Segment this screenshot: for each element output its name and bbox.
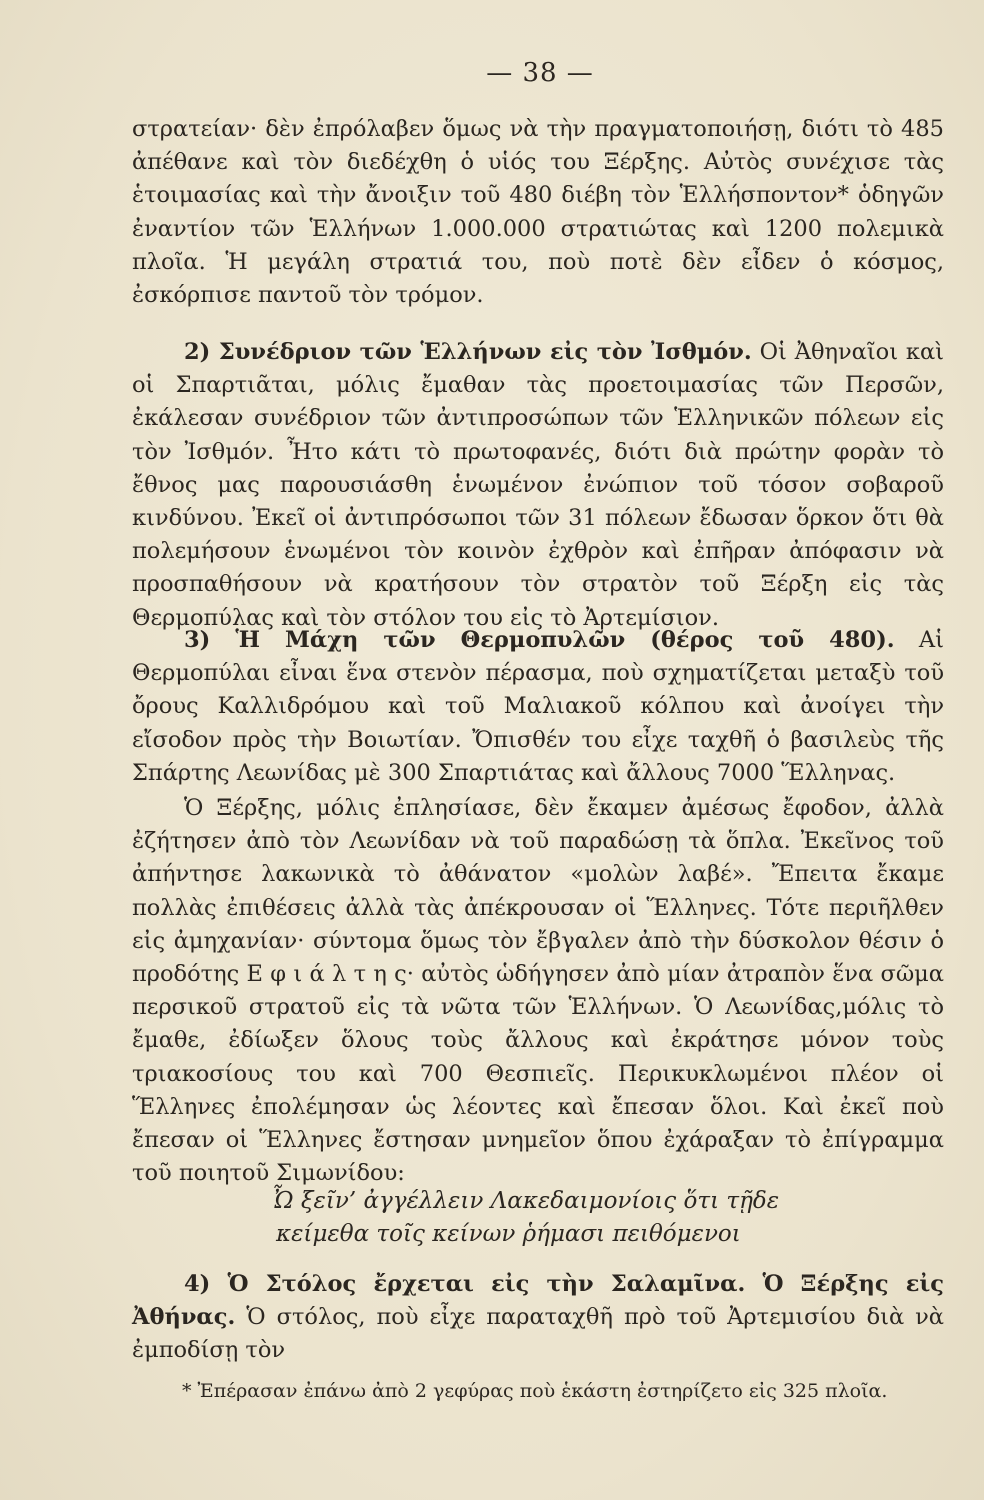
paragraph-text-continued: αὐτὸς ὡδήγησεν ἀπὸ μίαν ἀτραπὸν ἕνα σῶμα περσικοῦ στρατοῦ εἰς τὰ νῶτα τῶν Ἑλλήνων. Ὁ Λεωνίδας,μόλις τὸ ἔμαθε, ἐδίωξεν ὅλους τοὺς ἄλλους καὶ ἐκράτησε μόνον τοὺς τριακοσίους του καὶ 700 Θεσπιεῖς. Περικυκλωμένοι πλέον οἱ Ἕλληνες ἐπολέμησαν ὡς λέοντες καὶ ἔπεσαν ὅλοι. Καὶ ἐκεῖ ποὺ ἔπεσαν οἱ Ἕλληνες ἔστησαν μνημεῖον ὅπου ἐχάραξαν τὸ ἐπίγραμμα τοῦ ποιητοῦ Σιμωνίδου: [132,961,945,1187]
paragraph-text: Ὁ στόλος, ποὺ εἶχε παραταχθῆ πρὸ τοῦ Ἀρτεμισίου διὰ νὰ ἐμποδίσῃ τὸν [132,1304,944,1364]
paragraph-text: στρατείαν· δὲν ἐπρόλαβεν ὅμως νὰ τὴν πραγματοποιήσῃ, διότι τὸ 485 ἀπέθανε καὶ τὸν διεδέχθη ὁ υἱός του Ξέρξης. Αὐτὸς συνέχισε τὰς ἑτοιμασίας καὶ τὴν ἄνοιξιν τοῦ 480 διέβη τὸν Ἑλλήσποντον* ὁδηγῶν ἐναντίον τῶν Ἑλλήνων 1.000.000 στρατιώτας καὶ 1200 πολεμικὰ πλοῖα. Ἡ μεγάλη στρατιά του, ποὺ ποτὲ δὲν εἶδεν ὁ κόσμος, ἐσκόρπισε παντοῦ τὸν τρόμον. [132,116,944,309]
paragraph-campaign [132,113,944,312]
paragraph-text: Ὁ Ξέρξης, μόλις ἐπλησίασε, δὲν ἔκαμεν ἀμέσως ἔφοδον, ἀλλὰ ἐζήτησεν ἀπὸ τὸν Λεωνίδαν νὰ τοῦ παραδώσῃ τὰ ὅπλα. Ἐκεῖνος τοῦ ἀπήντησε λακωνικὰ τὸ ἀθάνατον «μολὼν λαβέ». Ἔπειτα ἔκαμε πολλὰς ἐπιθέσεις ἀλλὰ τὰς ἀπέκρουσαν οἱ Ἕλληνες. Τότε περιῆλθεν εἰς ἀμηχανίαν· σύντομα ὅμως τὸν ἔβγαλεν ἀπὸ τὴν δύσκολον θέσιν ὁ προδότης [132,795,944,988]
footnote: * Ἐπέρασαν ἐπάνω ἀπὸ 2 γεφύρας ποὺ ἑκάστη ἐστηρίζετο εἰς 325 πλοῖα. [182,1380,888,1402]
section-heading-2: 2) Συνέδριον τῶν Ἑλλήνων εἰς τὸν Ἰσθμόν. [184,339,752,365]
epigram-line-2: κείμεθα τοῖς κείνων ῥήμασι πειθόμενοι [276,1221,741,1247]
section-heading-3: 3) Ἡ Μάχη τῶν Θερμοπυλῶν (θέρος τοῦ 480). [184,627,895,653]
paragraph-fleet-salamis [132,1268,944,1368]
page-number: — 38 — [486,58,594,88]
paragraph-battle-thermopylae [132,624,944,790]
epigram-line-1: Ὦ ξεῖν’ ἀγγέλλειν Λακεδαιμονίοις ὅτι τῇδε [272,1188,780,1214]
paragraph-text: Οἱ Ἀθηναῖοι καὶ οἱ Σπαρτιᾶται, μόλις ἔμαθαν τὰς προετοιμασίας τῶν Περσῶν, ἐκάλεσαν συνέδριον τῶν ἀντιπροσώπων τῶν Ἑλληνικῶν πόλεων εἰς τὸν Ἰσθμόν. Ἦτο κάτι τὸ πρωτοφανές, διότι διὰ πρώτην φορὰν τὸ ἔθνος μας παρουσιάσθη ἑνωμένον ἐνώπιον τοῦ τόσον σοβαροῦ κινδύνου. Ἐκεῖ οἱ ἀντιπρόσωποι τῶν 31 πόλεων ἔδωσαν ὅρκον ὅτι θὰ πολεμήσουν ἑνωμένοι τὸν κοινὸν ἐχθρὸν καὶ ἐπῆραν ἀπόφασιν νὰ προσπαθήσουν νὰ κρατήσουν τὸν στρατὸν τοῦ Ξέρξη εἰς τὰς Θερμοπύλας καὶ τὸν στόλον του εἰς τὸ Ἀρτεμίσιον. [132,339,944,631]
spaced-name-ephialtes: Ε φ ι ά λ τ η ς· [246,961,414,988]
paragraph-text: Αἱ Θερμοπύλαι εἶναι ἕνα στενὸν πέρασμα, ποὺ σχηματίζεται μεταξὺ τοῦ ὄρους Καλλιδρόμου καὶ τοῦ Μαλιακοῦ κόλπου καὶ ἀνοίγει τὴν εἴσοδον πρὸς τὴν Βοιωτίαν. Ὄπισθέν του εἶχε ταχθῆ ὁ βασιλεὺς τῆς Σπάρτης Λεωνίδας μὲ 300 Σπαρτιάτας καὶ ἄλλους 7000 Ἕλληνας. [132,627,944,786]
section-heading-4: 4) Ὁ Στόλος ἔρχεται εἰς τὴν Σαλαμῖνα. Ὁ Ξέρξης εἰς Ἀθήνας. [132,1271,944,1331]
paragraph-congress-isthmus [132,336,944,635]
paragraph-xerxes-leonidas [132,792,944,1190]
